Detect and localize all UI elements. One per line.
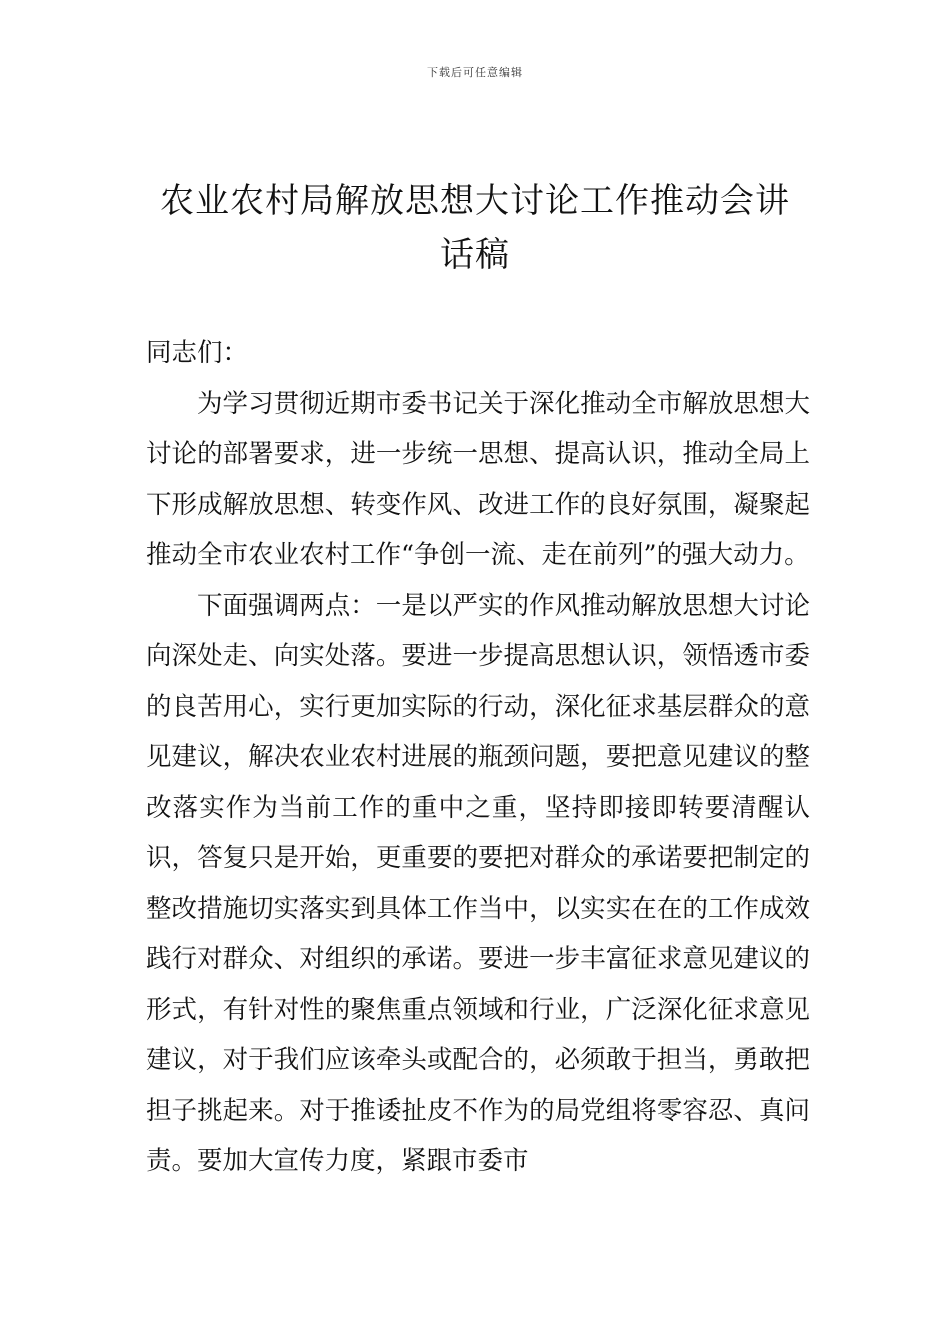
paragraph-intro: 为学习贯彻近期市委书记关于深化推动全市解放思想大讨论的部署要求，进一步统一思想、提高认识，推动全局上下形成解放思想、转变作风、改进工作的良好氛围，凝聚起推动全市农业农村工作“争创一流、走在前列”的强大动力。 — [146, 388, 810, 570]
document-body — [146, 328, 810, 1187]
title-line-2: 话稿 — [440, 235, 510, 275]
document-title — [140, 174, 810, 282]
download-note: 下载后可任意编辑 — [427, 66, 523, 79]
salutation: 同志们： — [146, 338, 249, 368]
paragraph-main: 下面强调两点：一是以严实的作风推动解放思想大讨论向深处走、向实处落。要进一步提高思想认识，领悟透市委的良苦用心，实行更加实际的行动，深化征求基层群众的意见建议，解决农业农村进展的瓶颈问题，要把意见建议的整改落实作为当前工作的重中之重，坚持即接即转要清醒认识，答复只是开始，更重要的要把对群众的承诺要把制定的整改措施切实落实到具体工作当中，以实实在在的工作成效践行对群众、对组织的承诺。要进一步丰富征求意见建议的形式，有针对性的聚焦重点领域和行业，广泛深化征求意见建议，对于我们应该牵头或配合的，必须敢于担当，勇敢把担子挑起来。对于推诿扯皮不作为的局党组将零容忍、真问责。要加大宣传力度，紧跟市委市 — [146, 590, 810, 1176]
title-line-1: 农业农村局解放思想大讨论工作推动会讲 — [160, 181, 790, 221]
